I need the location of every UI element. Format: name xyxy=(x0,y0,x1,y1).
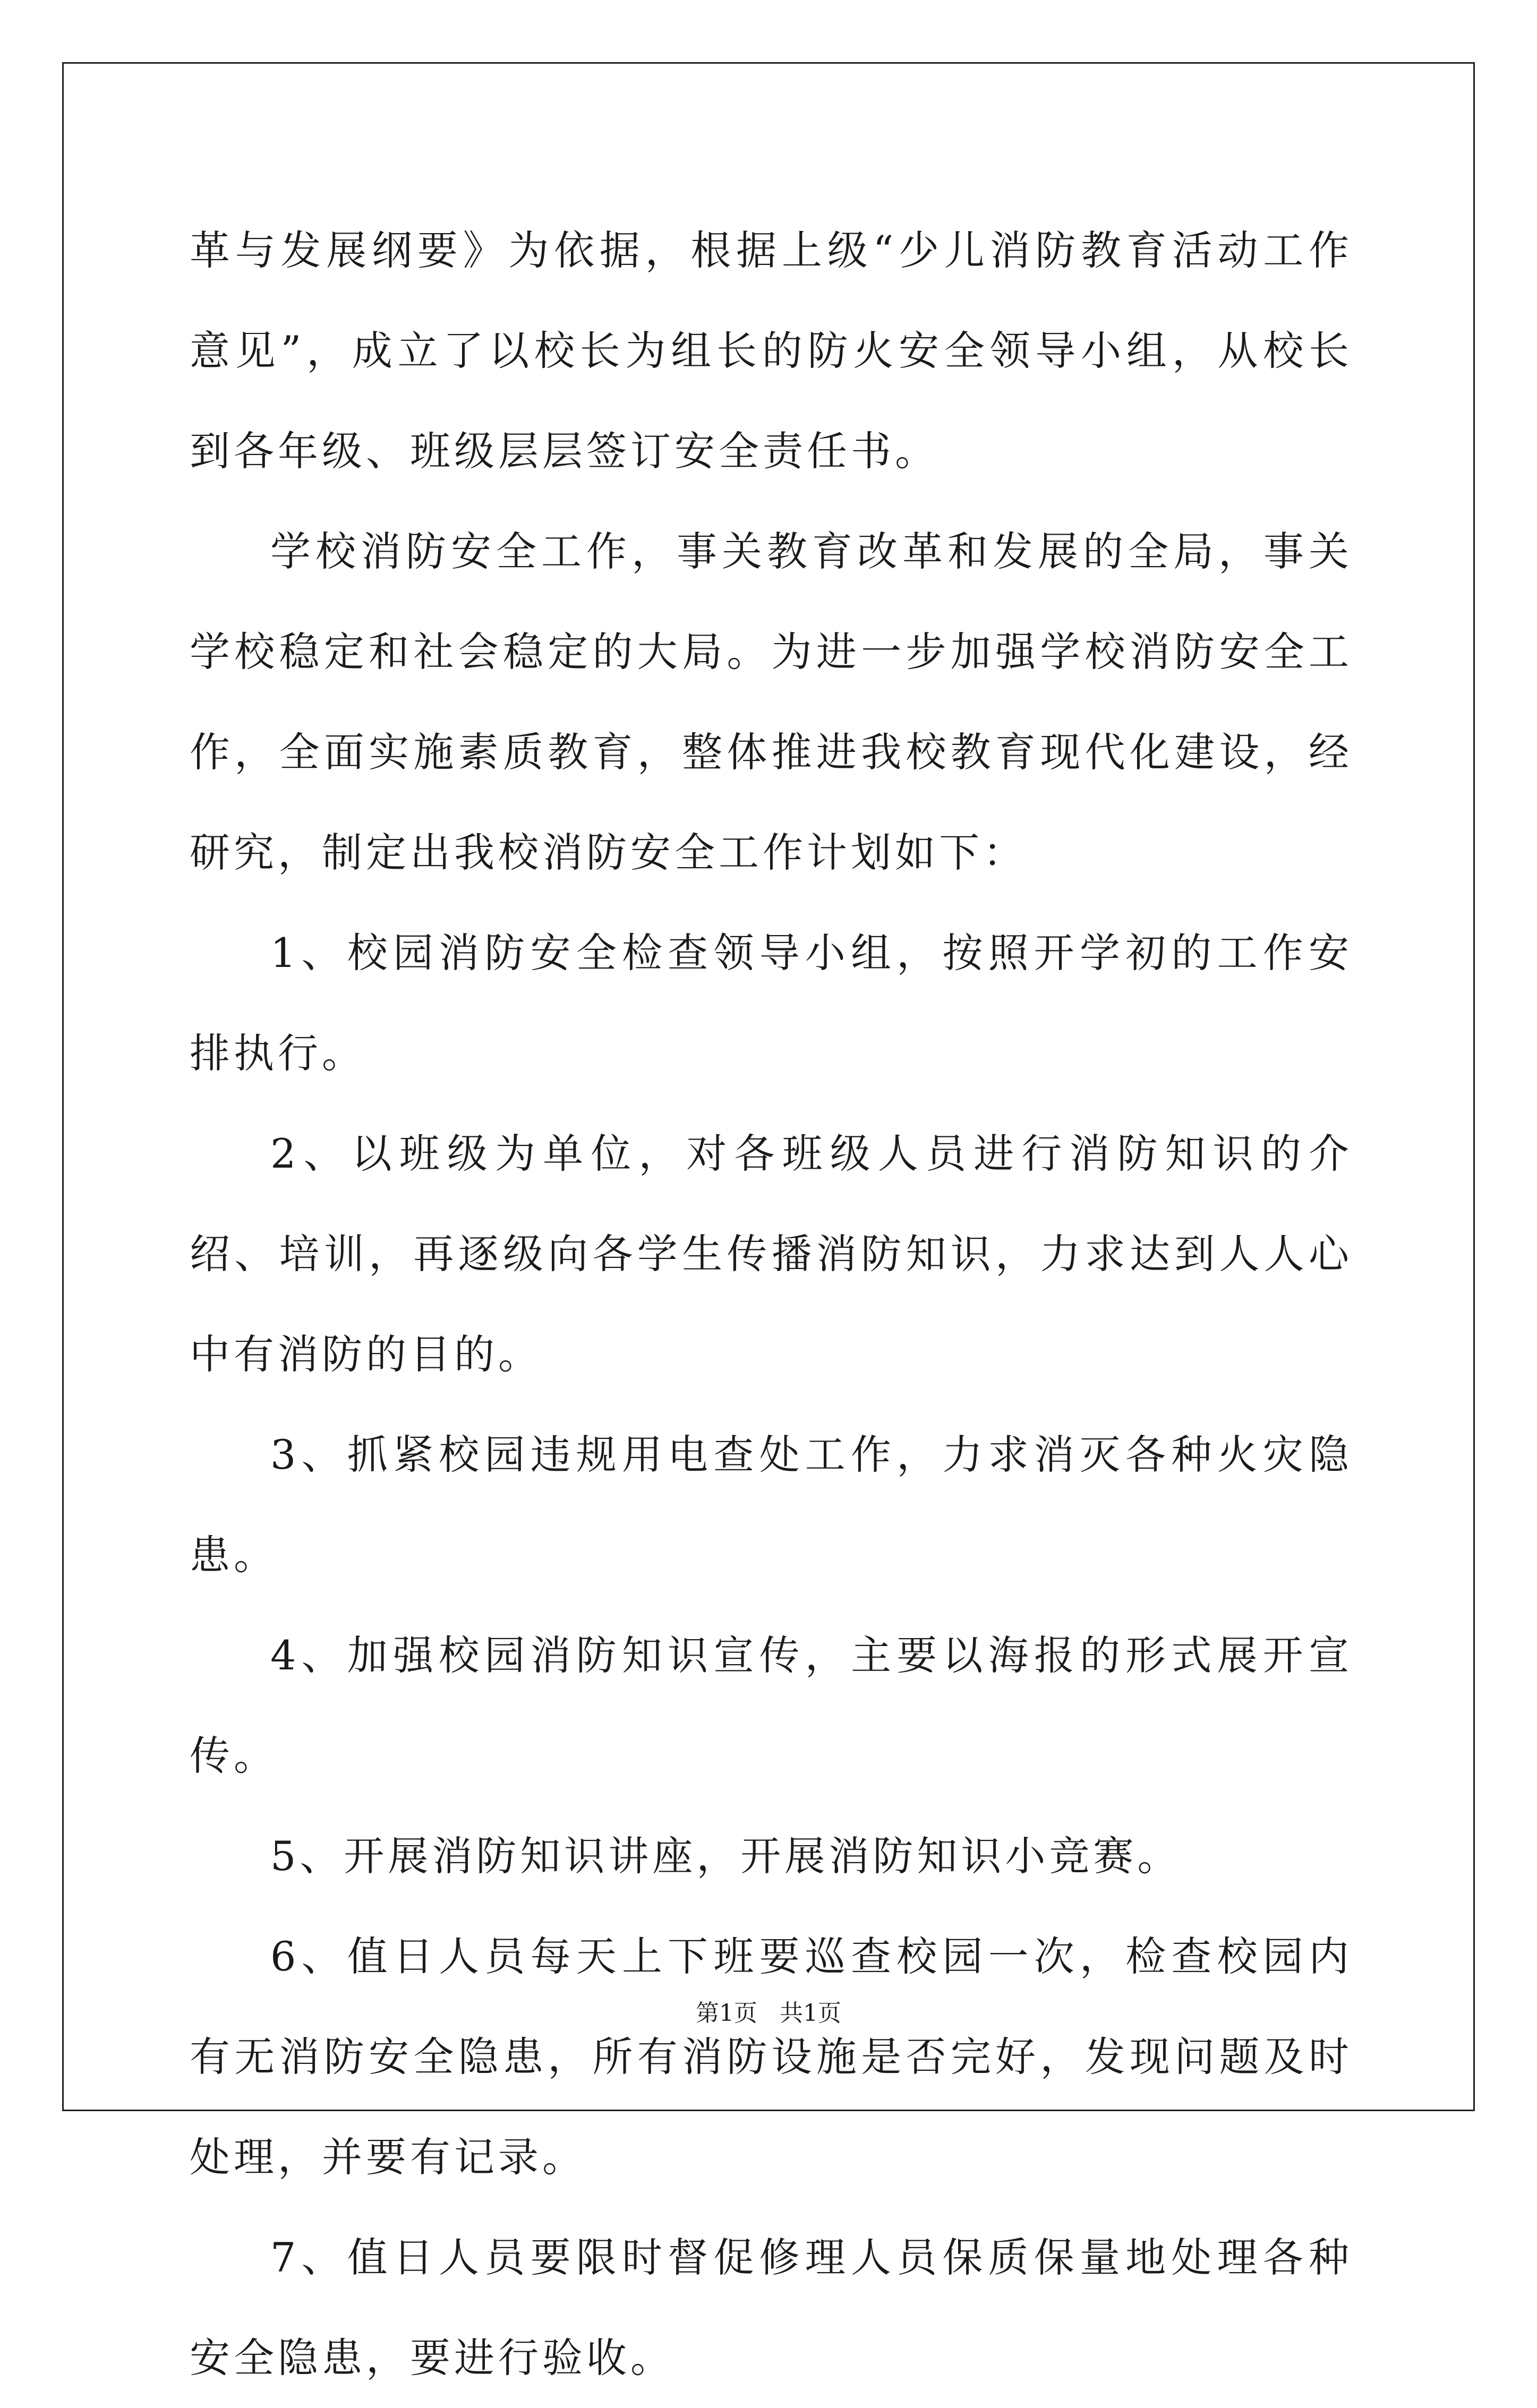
list-item-5: 5、开展消防知识讲座，开展消防知识小竞赛。 xyxy=(270,1832,1182,1880)
list-item-3: 3、抓紧校园违规用电查处工作，力求消灭各种火灾隐患。 xyxy=(190,1431,1353,1579)
document-body xyxy=(190,200,1353,2408)
list-item-1: 1、校园消防安全检查领导小组，按照开学初的工作安排执行。 xyxy=(190,929,1353,1077)
list-item-6: 6、值日人员每天上下班要巡查校园一次，检查校园内有无消防安全隐患，所有消防设施是否完好，发现问题及时处理，并要有记录。 xyxy=(190,1933,1353,2181)
list-item-4: 4、加强校园消防知识宣传，主要以海报的形式展开宣传。 xyxy=(190,1632,1353,1779)
paragraph-2: 学校消防安全工作，事关教育改革和发展的全局，事关学校稳定和社会稳定的大局。为进一步加强学校消防安全工作，全面实施素质教育，整体推进我校教育现代化建设，经研究，制定出我校消防安全工作计划如下： xyxy=(190,528,1353,876)
list-item-7: 7、值日人员要限时督促修理人员保质保量地处理各种安全隐患，要进行验收。 xyxy=(190,2234,1353,2381)
paragraph-1: 革与发展纲要》为依据，根据上级“少儿消防教育活动工作意见”，成立了以校长为组长的防火安全领导小组，从校长到各年级、班级层层签订安全责任书。 xyxy=(190,227,1353,475)
page-number: 第1页 xyxy=(696,2000,758,2027)
page-footer xyxy=(0,1998,1537,2029)
list-item-2: 2、以班级为单位，对各班级人员进行消防知识的介绍、培训，再逐级向各学生传播消防知识，力求达到人人心中有消防的目的。 xyxy=(190,1130,1353,1378)
footer-spacer xyxy=(757,2000,780,2027)
page-total: 共1页 xyxy=(779,2000,841,2027)
